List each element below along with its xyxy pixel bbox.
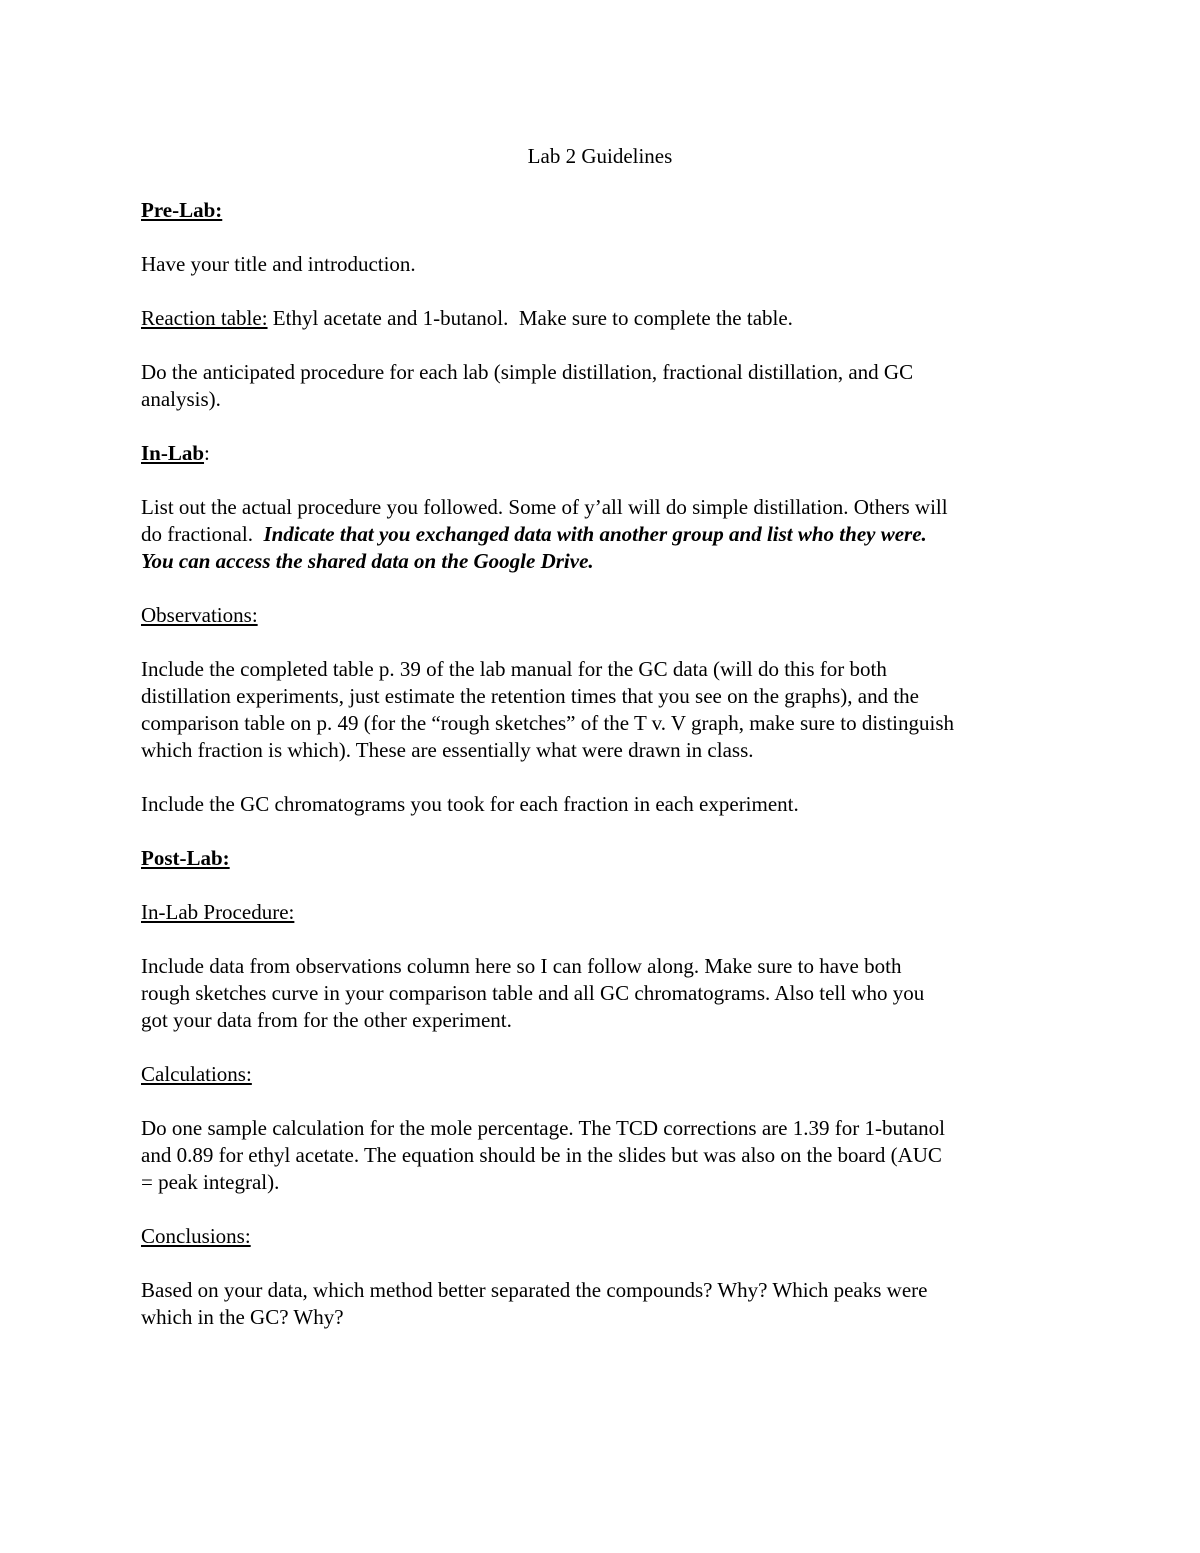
inlab-text-line: List out the actual procedure you followed. Some of y’all will do simple distillation. Others will — [141, 495, 948, 519]
procedure-detail-line: rough sketches curve in your comparison table and all GC chromatograms. Also tell who you — [141, 981, 925, 1005]
calculations-text-line: Do one sample calculation for the mole percentage. The TCD corrections are 1.39 for 1-butanol — [141, 1116, 945, 1140]
inlab-procedure-label: In-Lab Procedure: — [141, 900, 295, 924]
inlab-text-plain: do fractional. — [141, 522, 264, 546]
inlab-heading-line — [141, 440, 210, 467]
observations-text-line: which fraction is which). These are essentially what were drawn in class. — [141, 738, 754, 762]
page-title: Lab 2 Guidelines — [527, 144, 673, 168]
observations-text-line: distillation experiments, just estimate the retention times that you see on the graphs), and the — [141, 684, 919, 708]
observations-text-line: comparison table on p. 49 (for the “rough sketches” of the T v. V graph, make sure to distinguish — [141, 711, 955, 735]
inlab-heading-colon: : — [204, 441, 210, 465]
inlab-text-line — [141, 521, 927, 548]
procedure-detail-line: Include data from observations column here so I can follow along. Make sure to have both — [141, 954, 902, 978]
observations-label: Observations: — [141, 603, 258, 627]
calculations-text-line: = peak integral). — [141, 1170, 280, 1194]
chromatograms-text: Include the GC chromatograms you took for each fraction in each experiment. — [141, 792, 799, 816]
conclusions-label: Conclusions: — [141, 1224, 251, 1248]
procedure-text-line: Do the anticipated procedure for each lab (simple distillation, fractional distillation, and GC — [141, 360, 914, 384]
prelab-title-intro-text: Have your title and introduction. — [141, 252, 416, 276]
prelab-heading: Pre-Lab: — [141, 198, 223, 222]
reaction-table-text: Ethyl acetate and 1-butanol. Make sure to complete the table. — [267, 306, 793, 330]
inlab-emphasis-text: Indicate that you exchanged data with another group and list who they were. — [263, 522, 927, 546]
postlab-heading: Post-Lab: — [141, 846, 230, 870]
calculations-label: Calculations: — [141, 1062, 252, 1086]
reaction-table-paragraph — [141, 305, 793, 332]
procedure-detail-line: got your data from for the other experiment. — [141, 1008, 512, 1032]
reaction-table-label: Reaction table: — [141, 306, 268, 330]
conclusions-text-line: which in the GC? Why? — [141, 1305, 344, 1329]
inlab-heading: In-Lab — [141, 441, 205, 465]
inlab-emphasis-text: You can access the shared data on the Google Drive. — [141, 549, 594, 573]
procedure-text-line: analysis). — [141, 387, 221, 411]
observations-text-line: Include the completed table p. 39 of the lab manual for the GC data (will do this for both — [141, 657, 887, 681]
calculations-text-line: and 0.89 for ethyl acetate. The equation should be in the slides but was also on the board (AUC — [141, 1143, 942, 1167]
conclusions-text-line: Based on your data, which method better separated the compounds? Why? Which peaks were — [141, 1278, 928, 1302]
